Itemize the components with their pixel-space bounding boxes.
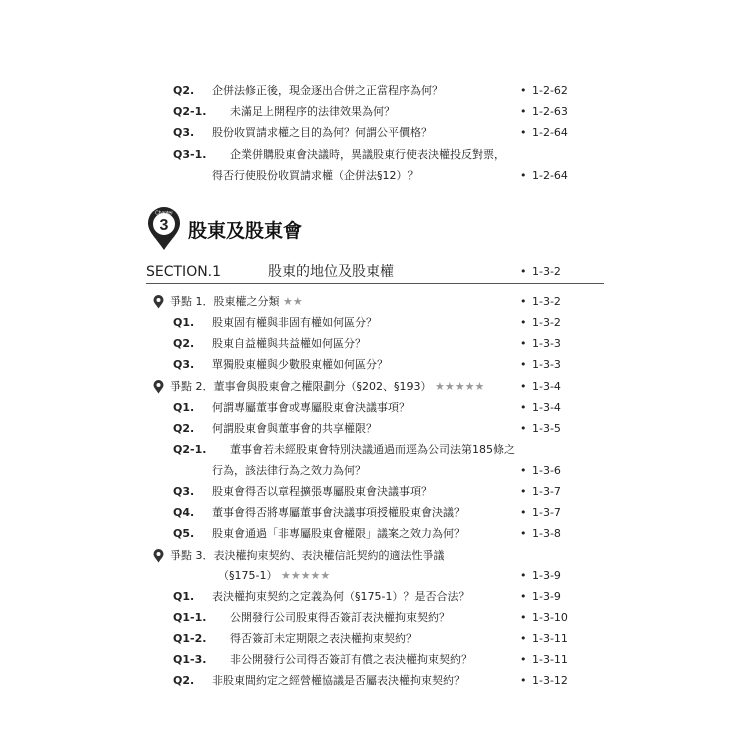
page-number: 1-3-10 [532,611,568,624]
page-number: 1-3-2 [532,265,561,278]
question-text: 企併法修正後，現金逐出合併之正當程序為何？ [212,84,443,97]
question-text: 股東會得否以章程擴張專屬股東會決議事項？ [212,485,432,498]
page-number: 1-3-8 [532,527,561,540]
toc-entry[interactable] [0,672,750,690]
leader-dot: • [520,126,527,139]
dispute-heading[interactable] [0,293,750,311]
leader-dot: • [520,569,527,582]
toc-entry[interactable] [0,504,750,522]
toc-entry[interactable] [0,124,750,142]
question-text: 股份收買請求權之目的為何？何謂公平價格？ [212,126,432,139]
toc-entry[interactable] [0,483,750,501]
question-number: Q1-2. [173,632,207,645]
dispute-title: 爭點 2．董事會與股東會之權限劃分（§202、§193） [170,380,432,393]
question-text: 表決權拘束契約之定義為何（§175-1）？是否合法？ [212,590,470,603]
toc-entry[interactable] [0,103,750,121]
leader-dot: • [520,611,527,624]
page-number: 1-3-12 [532,674,568,687]
leader-dot: • [520,169,527,182]
page-number: 1-3-4 [532,401,561,414]
question-text: 得否簽訂未定期限之表決權拘束契約？ [230,632,417,645]
page-number: 1-3-2 [532,316,561,329]
leader-dot: • [520,105,527,118]
section-title: 股東的地位及股東權 [268,264,394,280]
page-number: 1-3-2 [532,295,561,308]
question-text: 股東固有權與非固有權如何區分？ [212,316,377,329]
toc-entry[interactable] [0,525,750,543]
leader-dot: • [520,485,527,498]
toc-entry[interactable] [0,651,750,669]
page-number: 1-3-9 [532,569,561,582]
location-pin-icon [153,380,164,394]
leader-dot: • [520,316,527,329]
question-number: Q1. [173,590,195,603]
page-number: 1-3-7 [532,485,561,498]
question-text: 董事會得否將專屬董事會決議事項授權股東會決議？ [212,506,465,519]
toc-entry-continuation[interactable] [0,462,750,480]
toc-entry[interactable] [0,588,750,606]
toc-entry[interactable] [0,609,750,627]
page-number: 1-3-6 [532,464,561,477]
question-number: Q2-1. [173,443,207,456]
question-text: 股東自益權與共益權如何區分？ [212,337,366,350]
question-number: Q1. [173,401,195,414]
chapter-badge-icon [146,206,182,252]
leader-dot: • [520,380,527,393]
question-number: Q3. [173,358,195,371]
dispute-heading[interactable] [0,547,750,565]
page-number: 1-2-63 [532,105,568,118]
importance-stars: ★★★★★ [435,380,485,393]
leader-dot: • [520,464,527,477]
leader-dot: • [520,590,527,603]
toc-entry[interactable] [0,420,750,438]
toc-entry[interactable] [0,630,750,648]
page-number: 1-3-5 [532,422,561,435]
importance-stars: ★★★★★ [280,569,331,582]
leader-dot: • [520,527,527,540]
dispute-title: 爭點 1．股東權之分類 [170,295,280,308]
question-number: Q2-1. [173,105,207,118]
page-number: 1-3-3 [532,337,561,350]
question-text: 行為，該法律行為之效力為何？ [212,464,366,477]
page-number: 1-3-3 [532,358,561,371]
leader-dot: • [520,653,527,666]
leader-dot: • [520,506,527,519]
leader-dot: • [520,265,527,278]
toc-entry[interactable] [0,82,750,100]
location-pin-icon [153,295,164,309]
chapter-label: Chapter [155,210,173,217]
leader-dot: • [520,401,527,414]
question-text: 何謂專屬董事會或專屬股東會決議事項？ [212,401,410,414]
chapter-title: 股東及股東會 [188,220,303,242]
question-text: 何謂股東會與董事會的共享權限？ [212,422,377,435]
location-pin-icon [153,549,164,563]
question-number: Q1-1. [173,611,207,624]
page-number: 1-2-64 [532,126,568,139]
question-text: 董事會若未經股東會特別決議通過而逕為公司法第185條之 [230,443,515,456]
question-text: 公開發行公司股東得否簽訂表決權拘束契約？ [230,611,450,624]
toc-entry-continuation[interactable] [0,167,750,185]
page-number: 1-2-64 [532,169,568,182]
question-number: Q4. [173,506,195,519]
leader-dot: • [520,358,527,371]
question-number: Q3-1. [173,148,207,161]
leader-dot: • [520,422,527,435]
importance-stars: ★★ [283,295,303,308]
question-number: Q3. [173,126,195,139]
question-number: Q3. [173,485,195,498]
leader-dot: • [520,632,527,645]
leader-dot: • [520,295,527,308]
dispute-title: 爭點 3．表決權拘束契約、表決權信託契約的適法性爭議 [170,549,445,562]
question-number: Q2. [173,674,195,687]
section-label: SECTION.1 [146,264,222,280]
toc-entry[interactable] [0,356,750,374]
toc-entry[interactable] [0,314,750,332]
page-number: 1-3-7 [532,506,561,519]
chapter-number: 3 [159,217,169,234]
dispute-heading-continuation[interactable] [0,567,750,585]
section-heading[interactable] [146,262,606,282]
question-text: 得否行使股份收買請求權（企併法§12）？ [212,169,419,182]
page-number: 1-3-11 [532,632,568,645]
question-number: Q2. [173,337,195,350]
question-text: 企業併購股東會決議時，異議股東行使表決權投反對票， [230,148,505,161]
toc-entry[interactable] [0,146,750,164]
question-text: 非股東間約定之經營權協議是否屬表決權拘束契約？ [212,674,465,687]
dispute-heading[interactable] [0,378,750,396]
question-number: Q2. [173,422,195,435]
leader-dot: • [520,674,527,687]
question-text: 未滿足上開程序的法律效果為何？ [230,105,395,118]
question-number: Q1. [173,316,195,329]
question-number: Q5. [173,527,195,540]
question-text: 非公開發行公司得否簽訂有償之表決權拘束契約？ [230,653,472,666]
question-text: 股東會通過「非專屬股東會權限」議案之效力為何？ [212,527,465,540]
dispute-subtitle: （§175-1） [218,569,278,582]
page-number: 1-3-4 [532,380,561,393]
leader-dot: • [520,337,527,350]
page-number: 1-3-11 [532,653,568,666]
section-divider [146,283,604,284]
page-number: 1-2-62 [532,84,568,97]
question-number: Q2. [173,84,195,97]
page-number: 1-3-9 [532,590,561,603]
toc-entry[interactable] [0,399,750,417]
question-text: 單獨股東權與少數股東權如何區分？ [212,358,388,371]
question-number: Q1-3. [173,653,207,666]
toc-entry[interactable] [0,441,750,459]
toc-entry[interactable] [0,335,750,353]
leader-dot: • [520,84,527,97]
